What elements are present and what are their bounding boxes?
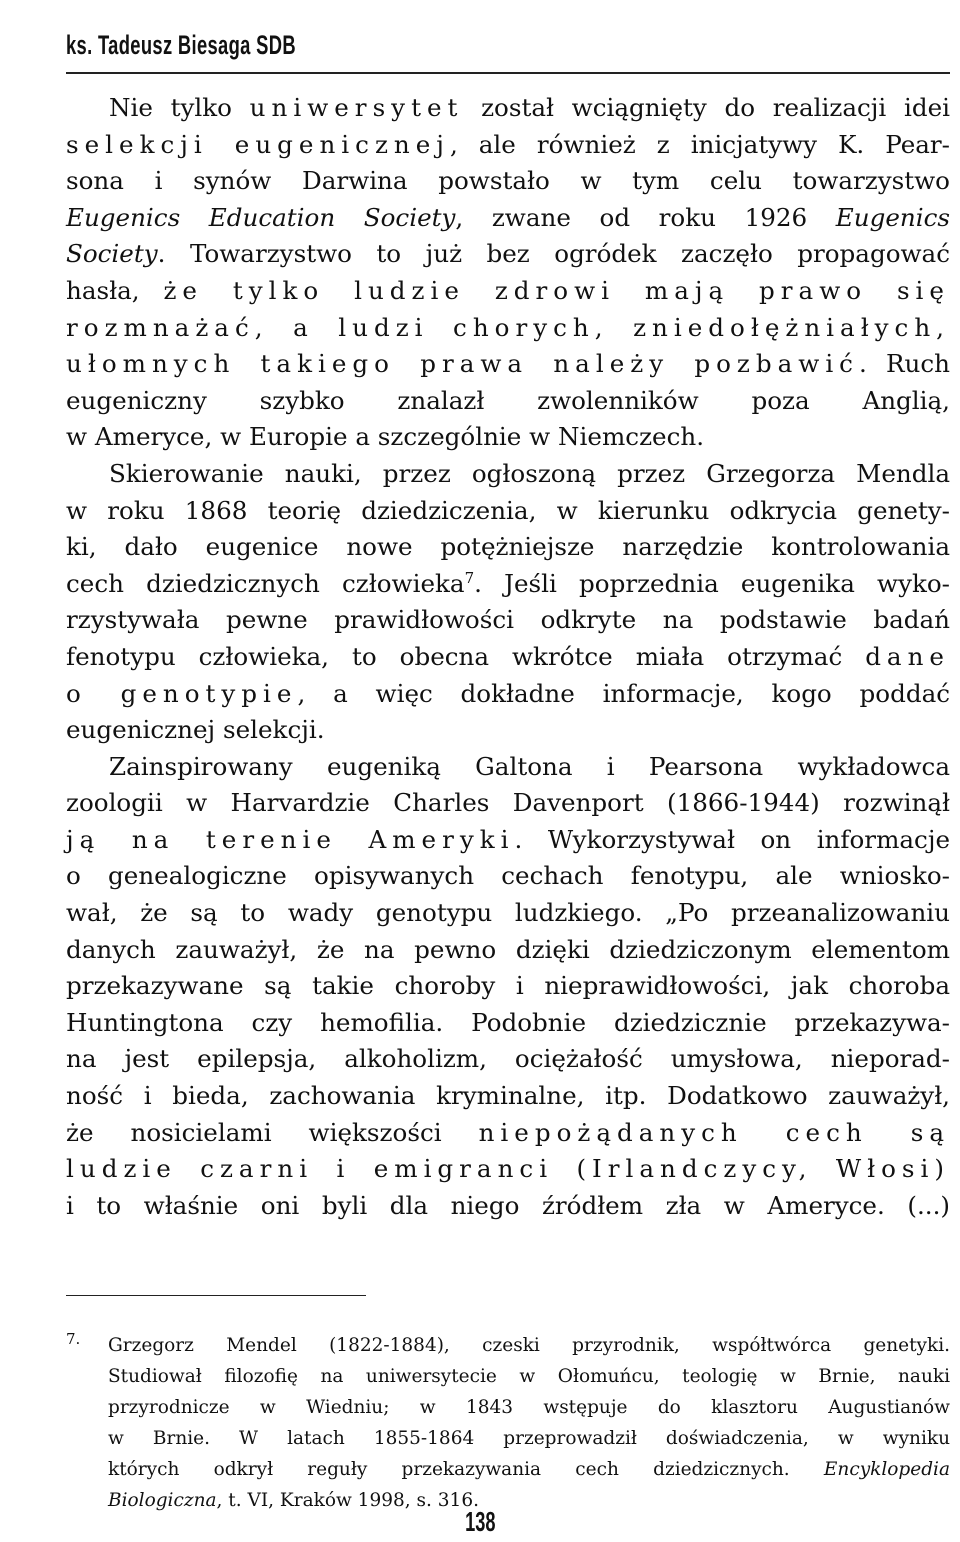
text-line: Huntingtona czy hemofilia. Podobnie dziedzicznie przekazywa-: [66, 1007, 950, 1037]
text-line: ją na terenie Ameryki. Wykorzystywał on informacje: [66, 824, 951, 854]
text-line: danych zauważył, że na pewno dzięki dziedziczonym elementom: [66, 934, 950, 964]
text-line: eugenicznej selekcji.: [66, 715, 325, 745]
text-line: Society. Towarzystwo to już bez ogródek zaczęło propagować: [66, 239, 950, 269]
text-line: ułomnych takiego prawa należy pozbawić. Ruch: [66, 349, 951, 379]
text-line: fenotypu człowieka, to obecna wkrótce miała otrzymać dane: [66, 641, 950, 671]
text-line: selekcji eugenicznej, ale również z inicjatywy K. Pear-: [66, 129, 950, 159]
footnote-line: których odkrył reguły przekazywania cech dziedzicznych. Encyklopedia: [108, 1459, 950, 1480]
footnote-line: w Brnie. W latach 1855-1864 przeprowadził doświadczenia, w wyniku: [108, 1428, 950, 1449]
main-text: [66, 90, 950, 1224]
text-line: hasła, że tylko ludzie zdrowi mają prawo się: [66, 275, 950, 305]
text-line: ki, dało eugenice nowe potężniejsze narzędzie kontrolowania: [66, 532, 950, 562]
text-line: eugeniczny szybko znalazł zwolenników poza Anglią,: [66, 385, 950, 415]
text-line: zoologii w Harvardzie Charles Davenport (1866-1944) rozwinął: [66, 788, 950, 818]
footnote-separator: [66, 1295, 366, 1296]
text-line: ność i bieda, zachowania kryminalne, itp. Dodatkowo zauważył,: [66, 1081, 950, 1111]
footnote: [66, 1330, 950, 1516]
footnote-text: [108, 1330, 950, 1516]
text-line: przekazywane są takie choroby i nieprawidłowości, jak choroba: [66, 971, 950, 1001]
text-line: Nie tylko uniwersytet został wciągnięty do realizacji idei: [109, 93, 950, 122]
text-line: ludzie czarni i emigranci (Irlandczycy, Włosi): [66, 1154, 950, 1184]
text-line: rzystywała pewne prawidłowości odkryte na podstawie badań: [66, 605, 950, 635]
text-line: że nosicielami większości niepożądanych cech są: [66, 1117, 951, 1147]
running-head-text: ks. Tadeusz Biesaga SDB: [66, 30, 296, 60]
page-number: 138: [464, 1506, 496, 1537]
text-line: rozmnażać, a ludzi chorych, zniedołężniałych,: [66, 312, 950, 342]
footnote-reference: 7: [464, 568, 475, 587]
footnote-line: Grzegorz Mendel (1822-1884), czeski przyrodnik, współtwórca genetyki.: [108, 1335, 950, 1356]
running-header: [66, 30, 950, 74]
text-line: o genotypie, a więc dokładne informacje, kogo poddać: [66, 678, 950, 708]
paragraph-1: [66, 90, 950, 456]
text-line: Skierowanie nauki, przez ogłoszoną przez Grzegorza Mendla: [109, 458, 950, 488]
footnote-marker: 7.: [66, 1330, 81, 1348]
text-line: Eugenics Education Society, zwane od roku 1926 Eugenics: [66, 202, 950, 232]
text-line: o genealogiczne opisywanych cechach fenotypu, ale wniosko-: [66, 861, 950, 891]
paragraph-3: [66, 749, 950, 1225]
text-line: i to właśnie oni byli dla niego źródłem zła w Ameryce. (...): [66, 1190, 950, 1220]
footnote-line: przyrodnicze w Wiedniu; w 1843 wstępuje do klasztoru Augustianów: [108, 1397, 950, 1418]
footnote-line: Biologiczna, t. VI, Kraków 1998, s. 316.: [108, 1490, 479, 1511]
text-line: Zainspirowany eugeniką Galtona i Pearsona wykładowca: [109, 751, 950, 781]
text-line: w Ameryce, w Europie a szczególnie w Niemczech.: [66, 422, 705, 452]
text-line: na jest epilepsja, alkoholizm, ociężałość umysłowa, nieporad-: [66, 1044, 950, 1074]
paragraph-2: [66, 456, 950, 749]
text-line: wał, że są to wady genotypu ludzkiego. „Po przeanalizowaniu: [66, 898, 950, 928]
footnote-line: Studiował filozofię na uniwersytecie w Ołomuńcu, teologię w Brnie, nauki: [108, 1366, 950, 1387]
text-line: w roku 1868 teorię dziedziczenia, w kierunku odkrycia genety-: [66, 495, 950, 525]
text-line: cech dziedzicznych człowieka$^7$. Jeśli poprzednia eugenika wyko-: [66, 568, 950, 598]
text-line: sona i synów Darwina powstało w tym celu towarzystwo: [66, 166, 950, 196]
